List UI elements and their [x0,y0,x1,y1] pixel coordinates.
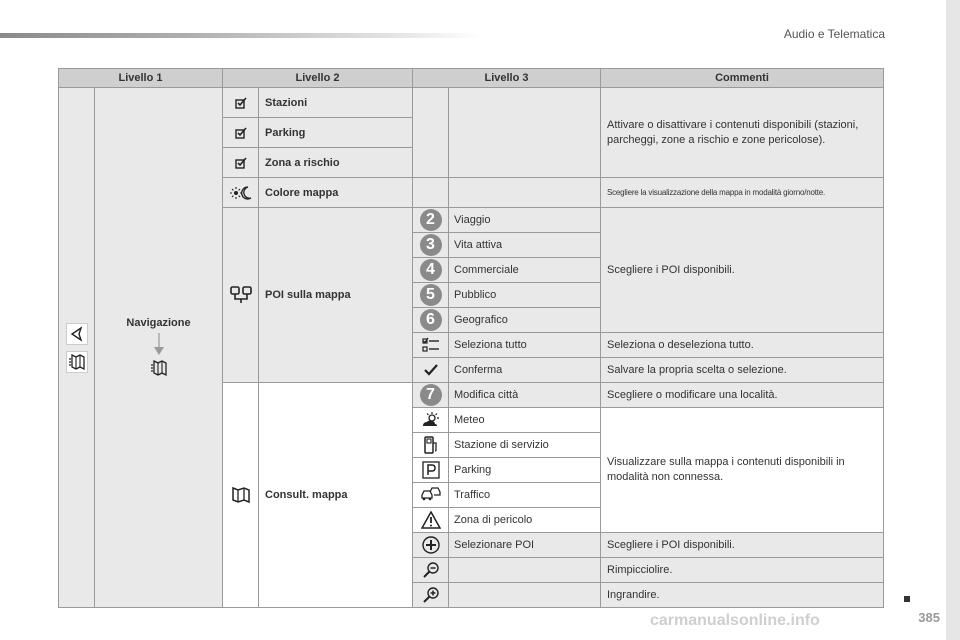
checkbox-icon-cell [223,88,259,118]
consult-comment: Visualizzare sulla mappa i contenuti disponibili in modalità non connessa. [601,408,884,533]
seleziona-tutto-label[interactable]: Seleziona tutto [449,333,601,358]
table-header-row [59,69,884,88]
colore-mappa-label[interactable]: Colore mappa [259,178,413,208]
day-night-icon[interactable] [230,186,252,198]
select-all-icon[interactable] [422,339,440,351]
map-menu-icon-large[interactable] [148,361,170,373]
header-gradient-bar [0,33,480,38]
badge-2: 2 [420,209,442,231]
badge-5: 5 [420,284,442,306]
col-header-livello2: Livello 2 [223,69,413,88]
poi-comment: Scegliere i POI disponibili. [601,208,884,333]
level1-icon-cell [59,88,95,608]
badge-7: 7 [420,384,442,406]
add-poi-icon[interactable] [422,539,440,551]
viaggio-label[interactable]: Viaggio [449,208,601,233]
empty-cell [449,88,601,178]
checkbox-checked-icon[interactable] [235,156,247,168]
badge-4: 4 [420,259,442,281]
zona-pericolo-label[interactable]: Zona di pericolo [449,508,601,533]
ingrandire-comment: Ingrandire. [601,583,884,608]
watermark: carmanualsonline.info [650,612,820,629]
stazioni-label[interactable]: Stazioni [259,88,413,118]
level1-navigazione-cell [95,88,223,608]
navigazione-label: Navigazione [126,316,191,329]
section-title: Audio e Telematica [783,27,885,41]
poi-map-icon[interactable] [229,289,253,301]
meteo-label[interactable]: Meteo [449,408,601,433]
vita-attiva-label[interactable]: Vita attiva [449,233,601,258]
page-number: 385 [918,610,940,625]
zoom-out-icon[interactable] [422,564,440,576]
filter-comment: Attivare o disattivare i contenuti disponibili (stazioni, parcheggi, zone a rischio e zone pericolose). [601,88,884,178]
parking-label[interactable]: Parking [449,458,601,483]
col-header-livello3: Livello 3 [413,69,601,88]
geografico-label[interactable]: Geografico [449,308,601,333]
consult-mappa-label[interactable]: Consult. mappa [259,383,413,608]
conferma-comment: Salvare la propria scelta o selezione. [601,358,884,383]
parking-icon[interactable] [422,464,440,476]
checkbox-checked-icon[interactable] [235,96,247,108]
selezionare-comment: Scegliere i POI disponibili. [601,533,884,558]
seleziona-comment: Seleziona o deseleziona tutto. [601,333,884,358]
selezionare-poi-label[interactable]: Selezionare POI [449,533,601,558]
weather-icon[interactable] [421,414,441,426]
commerciale-label[interactable]: Commerciale [449,258,601,283]
page-edge-bar [946,0,960,640]
traffic-icon[interactable] [420,489,442,501]
colore-comment: Scegliere la visualizzazione della mappa in modalità giorno/notte. [601,178,884,208]
page-marker [904,596,910,602]
stazione-servizio-label[interactable]: Stazione di servizio [449,433,601,458]
traffico-label[interactable]: Traffico [449,483,601,508]
empty-cell [413,88,449,178]
map-book-icon[interactable] [230,489,252,501]
parking-filter-label[interactable]: Parking [259,118,413,148]
pubblico-label[interactable]: Pubblico [449,283,601,308]
arrow-down-icon [153,338,165,350]
table-row [59,88,884,118]
navigation-arrow-icon[interactable] [66,327,88,339]
col-header-livello1: Livello 1 [59,69,223,88]
zona-rischio-label[interactable]: Zona a rischio [259,148,413,178]
poi-mappa-label[interactable]: POI sulla mappa [259,208,413,383]
rimpicciolire-comment: Rimpicciolire. [601,558,884,583]
conferma-label[interactable]: Conferma [449,358,601,383]
checkmark-icon[interactable] [424,364,438,376]
checkbox-checked-icon[interactable] [235,126,247,138]
col-header-commenti: Commenti [601,69,884,88]
map-menu-icon[interactable] [66,355,88,367]
modifica-comment: Scegliere o modificare una località. [601,383,884,408]
fuel-station-icon[interactable] [423,439,439,451]
menu-table [58,68,884,608]
warning-icon[interactable] [421,514,441,526]
badge-3: 3 [420,234,442,256]
modifica-citta-label[interactable]: Modifica città [449,383,601,408]
zoom-in-icon[interactable] [422,589,440,601]
badge-6: 6 [420,309,442,331]
